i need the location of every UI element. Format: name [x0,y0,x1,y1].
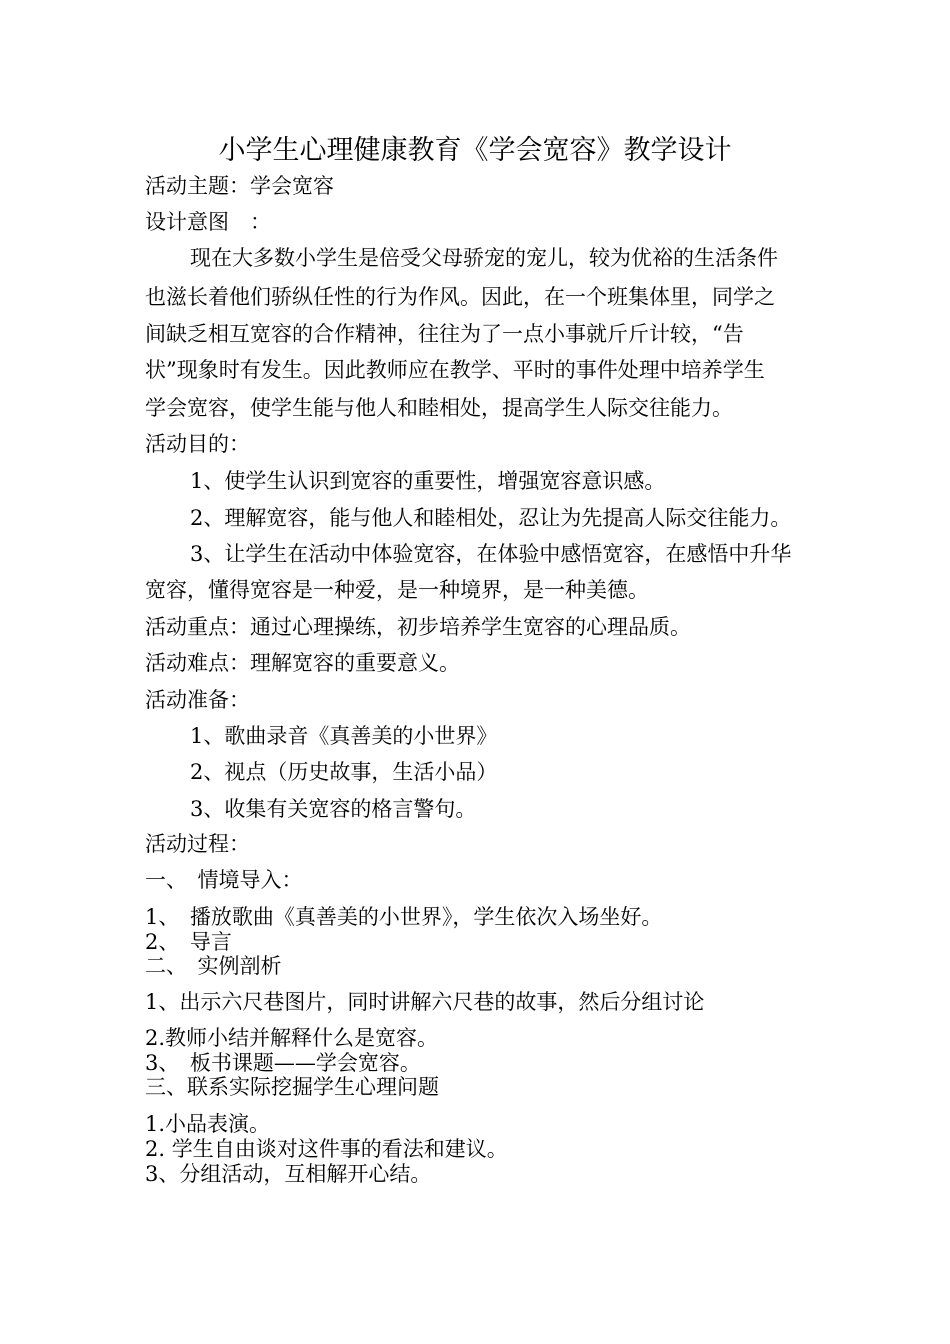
goal-item-continuation: 宽容，懂得宽容是一种爱，是一种境界，是一种美德。 [145,578,649,602]
goal-item: 1、使学生认识到宽容的重要性，增强宽容意识感。 [190,469,666,493]
preparation-item: 3、收集有关宽容的格言警句。 [190,797,477,821]
process-section: 一、 情境导入： [145,868,303,892]
preparation-item: 1、歌曲录音《真善美的小世界》 [190,724,498,748]
activity-focus: 活动重点：通过心理操练，初步培养学生宽容的心理品质。 [145,615,691,639]
goal-item: 3、让学生在活动中体验宽容，在体验中感悟宽容，在感悟中升华 [190,542,792,566]
process-heading: 活动过程： [145,832,250,856]
intent-paragraph-line: 间缺乏相互宽容的合作精神，往往为了一点小事就斤斤计较，“告 [145,322,744,346]
process-item: 2. 学生自由谈对这件事的看法和建议。 [145,1137,508,1161]
intent-paragraph-line: 状”现象时有发生。因此教师应在教学、平时的事件处理中培养学生 [145,358,765,382]
process-item: 2.教师小结并解释什么是宽容。 [145,1026,439,1050]
process-section: 二、 实例剖析 [145,954,282,978]
preparation-item: 2、视点（历史故事，生活小品） [190,760,498,784]
process-item: 3、 板书课题——学会宽容。 [145,1051,421,1075]
intent-paragraph-line: 也滋长着他们骄纵任性的行为作风。因此，在一个班集体里，同学之 [145,285,775,309]
design-intent-heading: 设计意图 ： [145,210,271,234]
goal-item: 2、理解宽容，能与他人和睦相处，忍让为先提高人际交往能力。 [190,506,792,530]
preparation-heading: 活动准备： [145,688,250,712]
goals-heading: 活动目的： [145,432,250,456]
process-item: 1.小品表演。 [145,1112,271,1136]
intent-paragraph-line: 现在大多数小学生是倍受父母骄宠的宠儿，较为优裕的生活条件 [190,246,778,270]
activity-difficulty: 活动难点：理解宽容的重要意义。 [145,651,460,675]
document-title: 小学生心理健康教育《学会宽容》教学设计 [218,135,732,166]
intent-paragraph-line: 学会宽容，使学生能与他人和睦相处，提高学生人际交往能力。 [145,396,733,420]
process-item: 3、分组活动，互相解开心结。 [145,1162,432,1186]
activity-theme: 活动主题：学会宽容 [145,174,334,198]
process-section: 三、联系实际挖掘学生心理问题 [145,1075,439,1099]
process-item: 2、 导言 [145,930,232,954]
process-item: 1、出示六尺巷图片，同时讲解六尺巷的故事，然后分组讨论 [145,990,705,1014]
process-item: 1、 播放歌曲《真善美的小世界》，学生依次入场坐好。 [145,905,663,929]
